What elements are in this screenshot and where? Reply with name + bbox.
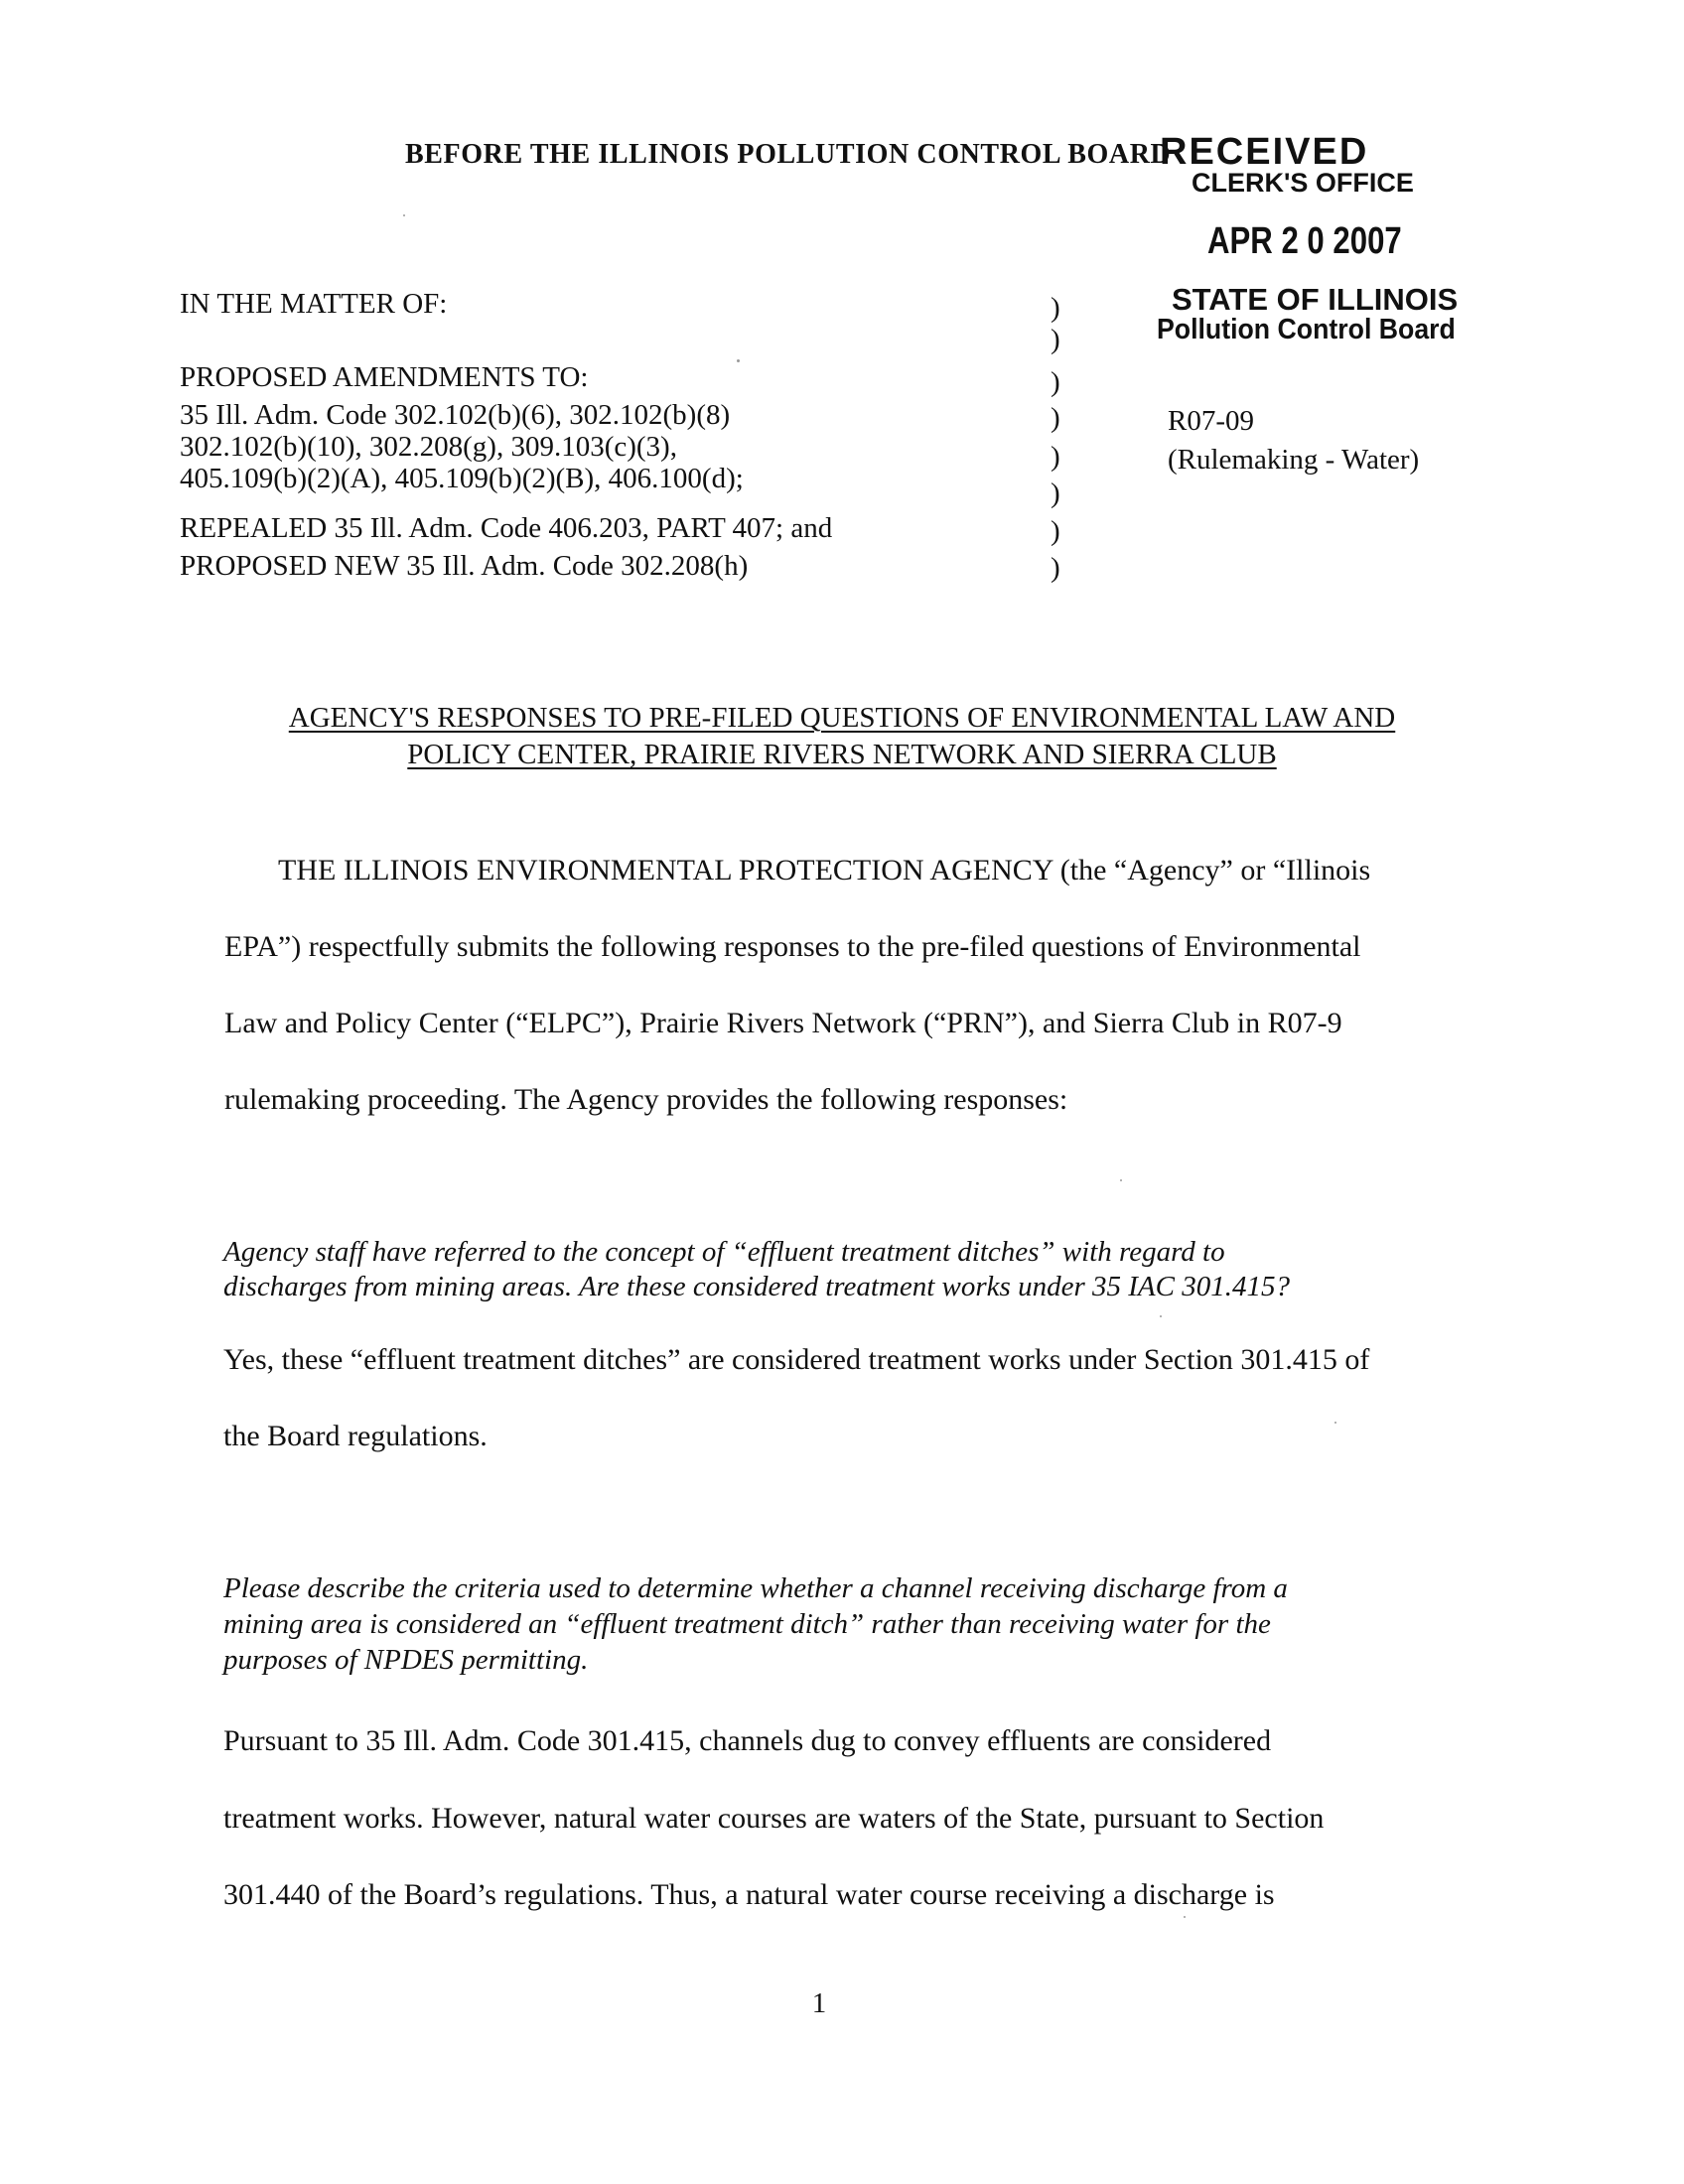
question-line: purposes of NPDES permitting.	[223, 1644, 589, 1676]
question-line: Agency staff have referred to the concept of “effluent treatment ditches” with regard to	[223, 1236, 1225, 1268]
document-heading-line1: AGENCY'S RESPONSES TO PRE-FILED QUESTIONS OF ENVIRONMENTAL LAW AND	[288, 702, 1396, 734]
caption-line: REPEALED 35 Ill. Adm. Code 406.203, PART 407; and	[180, 512, 833, 544]
scan-speck	[1334, 1422, 1336, 1424]
caption-line: 405.109(b)(2)(A), 405.109(b)(2)(B), 406.100(d);	[180, 463, 744, 494]
stamp-clerks-office: CLERK'S OFFICE	[1192, 168, 1414, 198]
caption-paren: )	[1051, 324, 1060, 355]
caption-line: IN THE MATTER OF:	[180, 288, 448, 320]
scan-speck	[403, 214, 405, 216]
stamp-date: APR 2 0 2007	[1207, 220, 1402, 262]
case-type: (Rulemaking - Water)	[1168, 444, 1420, 476]
intro-line: Law and Policy Center (“ELPC”), Prairie Rivers Network (“PRN”), and Sierra Club in R07-9	[224, 1007, 1342, 1039]
board-title: BEFORE THE ILLINOIS POLLUTION CONTROL BOARD	[405, 139, 1172, 170]
stamp-received: RECEIVED	[1160, 131, 1369, 173]
stamp-board: Pollution Control Board	[1157, 314, 1456, 345]
caption-paren: )	[1051, 515, 1060, 547]
question-line: mining area is considered an “effluent treatment ditch” rather than receiving water for the	[223, 1608, 1271, 1640]
scan-speck	[1120, 1179, 1122, 1181]
intro-line: rulemaking proceeding. The Agency provides the following responses:	[224, 1083, 1068, 1116]
page-number: 1	[811, 1987, 827, 2019]
answer-line: the Board regulations.	[223, 1420, 488, 1452]
scan-speck	[1184, 1916, 1186, 1918]
caption-paren: )	[1051, 552, 1060, 584]
intro-line: THE ILLINOIS ENVIRONMENTAL PROTECTION AGENCY (the “Agency” or “Illinois	[278, 854, 1371, 887]
intro-line: EPA”) respectfully submits the following responses to the pre-filed questions of Environmental	[224, 930, 1361, 963]
caption-paren: )	[1051, 478, 1060, 509]
caption-line: PROPOSED NEW 35 Ill. Adm. Code 302.208(h)	[180, 550, 749, 582]
caption-line: 35 Ill. Adm. Code 302.102(b)(6), 302.102(b)(8)	[180, 399, 731, 431]
question-line: Please describe the criteria used to determine whether a channel receiving discharge from a	[223, 1572, 1288, 1604]
caption-paren: )	[1051, 402, 1060, 434]
answer-line: Yes, these “effluent treatment ditches” are considered treatment works under Section 301.415 of	[223, 1343, 1370, 1376]
document-heading-line2: POLICY CENTER, PRAIRIE RIVERS NETWORK AND SIERRA CLUB	[407, 739, 1277, 770]
scan-speck	[737, 359, 740, 362]
stamp-state: STATE OF ILLINOIS	[1172, 282, 1459, 317]
answer-line: treatment works. However, natural water courses are waters of the State, pursuant to Section	[223, 1802, 1325, 1835]
caption-line: PROPOSED AMENDMENTS TO:	[180, 361, 589, 393]
caption-paren: )	[1051, 366, 1060, 398]
caption-paren: )	[1051, 292, 1060, 324]
scan-speck	[1160, 1315, 1162, 1317]
answer-line: Pursuant to 35 Ill. Adm. Code 301.415, channels dug to convey effluents are considered	[223, 1724, 1272, 1757]
answer-line: 301.440 of the Board’s regulations. Thus, a natural water course receiving a discharge is	[223, 1878, 1275, 1911]
case-number: R07-09	[1168, 405, 1254, 437]
caption-paren: )	[1051, 441, 1060, 473]
caption-line: 302.102(b)(10), 302.208(g), 309.103(c)(3),	[180, 431, 677, 463]
question-line: discharges from mining areas. Are these considered treatment works under 35 IAC 301.415?	[223, 1271, 1290, 1302]
